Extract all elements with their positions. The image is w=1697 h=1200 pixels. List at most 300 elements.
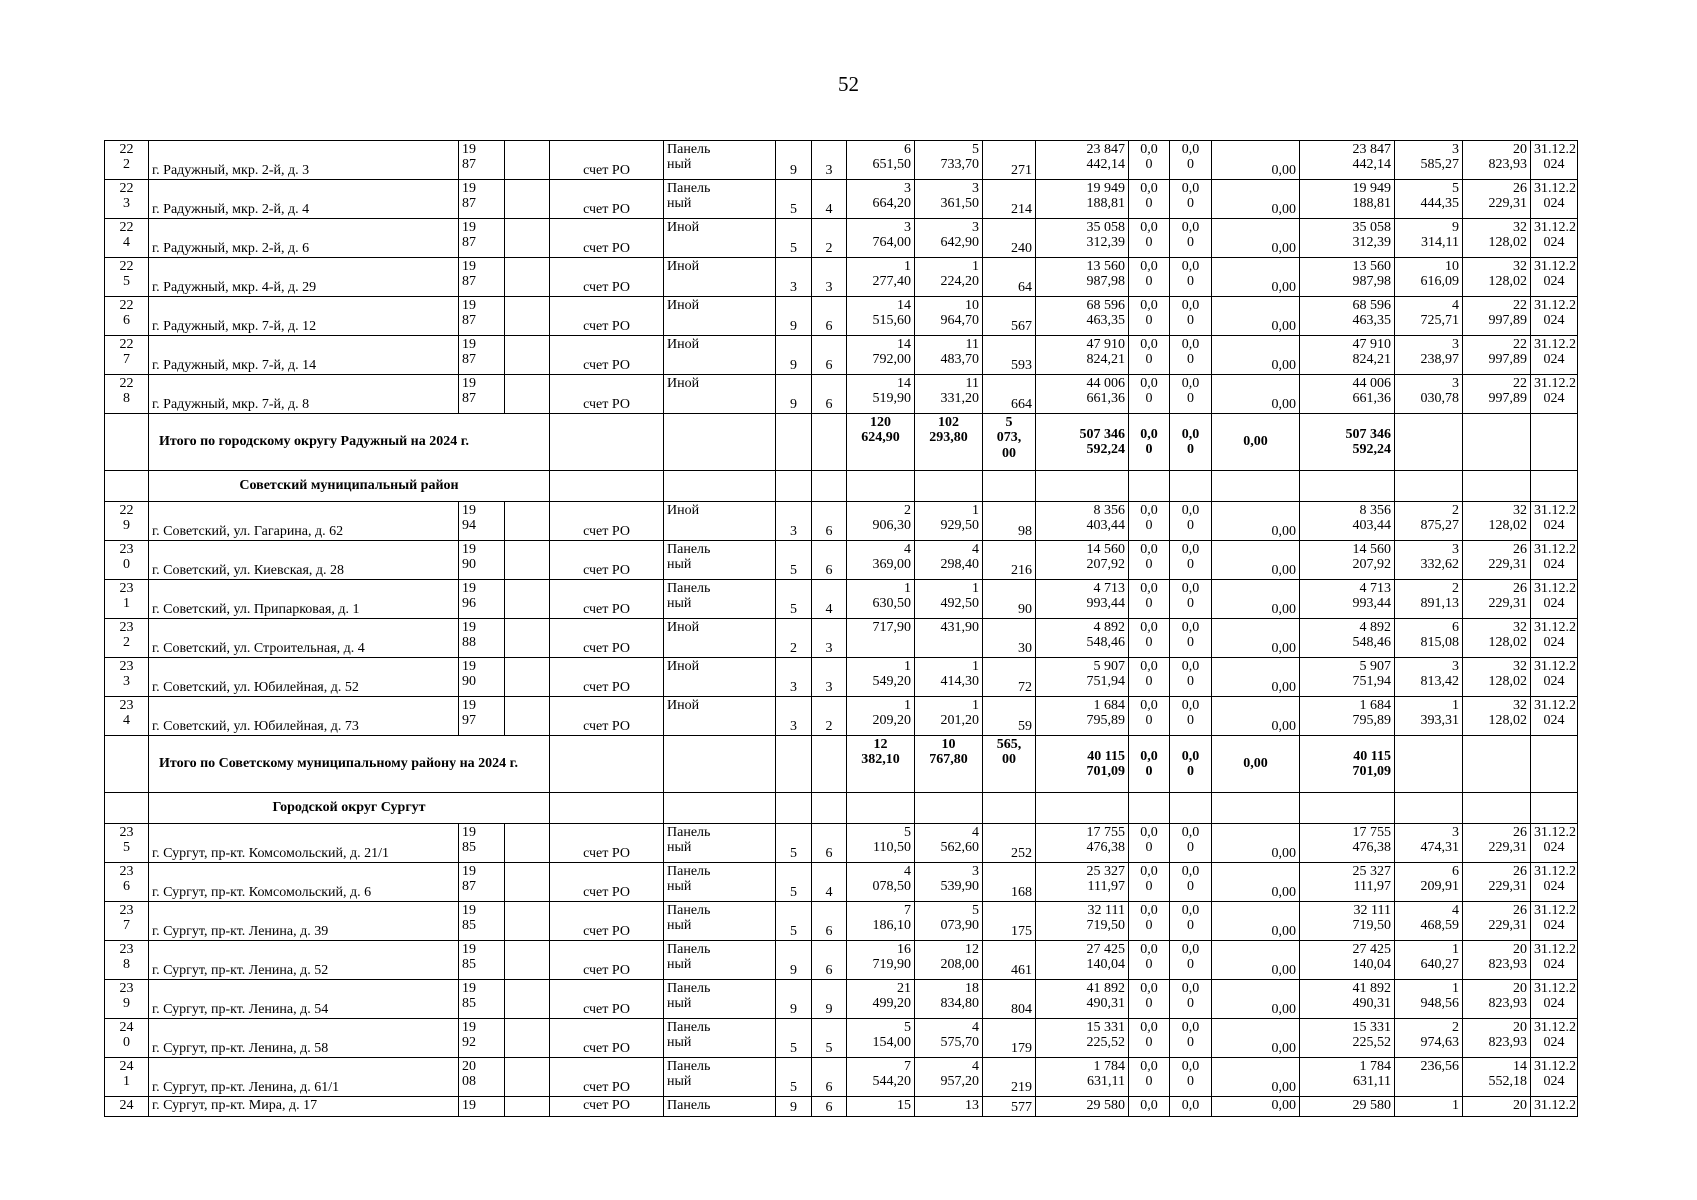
cell-year <box>459 375 505 414</box>
cell-area_total <box>847 336 915 375</box>
cell-people <box>983 180 1036 219</box>
cell-year <box>459 863 505 902</box>
cell-text-limit: 26 229,31 <box>1488 825 1527 856</box>
cell-text-fund: счет РО <box>583 523 630 539</box>
cell-text-entr: 3 <box>825 640 833 656</box>
cell-z2 <box>1170 258 1212 297</box>
cell-text-limit: 20 823,93 <box>1488 1020 1527 1051</box>
cell-num <box>105 541 149 580</box>
cell-text-wall: Панель ный <box>667 1059 711 1090</box>
cell-date <box>1531 697 1578 736</box>
cell-empty <box>1170 793 1212 824</box>
cell-area_total <box>847 219 915 258</box>
cell-text-floors: 3 <box>790 679 797 695</box>
cell-text-z3: 0,00 <box>1271 357 1296 373</box>
cell-z2 <box>1170 219 1212 258</box>
cell-unit <box>1395 1058 1463 1097</box>
cell-empty <box>1395 414 1463 471</box>
cell-empty <box>105 736 149 793</box>
cell-empty <box>1463 414 1531 471</box>
cell-text-date: 31.12.2 024 <box>1534 864 1576 895</box>
cell-cost2 <box>1300 863 1395 902</box>
table-row <box>105 180 1578 219</box>
cell-floors <box>776 1019 812 1058</box>
cell-z3 <box>1212 375 1300 414</box>
cell-text-area_res: 1 201,20 <box>940 698 979 729</box>
cell-entr <box>812 824 847 863</box>
cell-people <box>983 697 1036 736</box>
table-row <box>105 863 1578 902</box>
table-row <box>105 902 1578 941</box>
cell-z2 <box>1170 980 1212 1019</box>
cell-year <box>459 658 505 697</box>
cell-text-fund: счет РО <box>583 240 630 256</box>
cell-text-z3: 0,00 <box>1271 884 1296 900</box>
cell-empty <box>776 471 812 502</box>
cell-text-z1: 0,0 0 <box>1140 376 1158 407</box>
cell-text-entr: 4 <box>825 201 833 217</box>
cell-text-people: 214 <box>1011 201 1032 217</box>
cell-unit <box>1395 375 1463 414</box>
cell-text-num: 23 7 <box>119 903 134 934</box>
cell-fund <box>550 375 664 414</box>
cell-text-z1: 0,0 0 <box>1140 581 1158 612</box>
cell-text-floors: 9 <box>790 1099 797 1115</box>
cell-area_total <box>847 141 915 180</box>
cell-text-cost: 507 346 592,24 <box>1079 426 1125 457</box>
cell-num <box>105 824 149 863</box>
cell-unit <box>1395 141 1463 180</box>
cell-year <box>459 941 505 980</box>
cell-floors <box>776 502 812 541</box>
cell-text-entr: 6 <box>825 1099 833 1115</box>
cell-addr <box>149 502 459 541</box>
cell-z1 <box>1129 902 1170 941</box>
cell-text-entr: 2 <box>825 240 833 256</box>
cell-cost2 <box>1300 980 1395 1019</box>
cell-empty <box>505 502 550 541</box>
cell-cost <box>1036 541 1129 580</box>
cell-text-num: 22 2 <box>119 142 134 173</box>
cell-text-z3: 0,00 <box>1271 523 1296 539</box>
cell-text-year: 19 87 <box>462 337 476 368</box>
cell-empty <box>1129 471 1170 502</box>
cell-wall <box>664 1097 776 1117</box>
cell-empty <box>1129 793 1170 824</box>
cell-text-name: Итого по Советскому муниципальному району на 2024 г. <box>159 756 518 772</box>
cell-date <box>1531 619 1578 658</box>
cell-text-floors: 9 <box>790 396 797 412</box>
cell-text-z3: 0,00 <box>1271 1098 1296 1113</box>
cell-text-floors: 5 <box>790 240 797 256</box>
cell-limit <box>1463 658 1531 697</box>
cell-text-cost2: 32 111 719,50 <box>1352 903 1391 934</box>
cell-text-num: 23 9 <box>119 981 134 1012</box>
section-title <box>149 471 550 502</box>
cell-empty <box>505 980 550 1019</box>
cell-cost <box>1036 736 1129 793</box>
cell-fund <box>550 541 664 580</box>
cell-text-date: 31.12.2 024 <box>1534 376 1576 407</box>
subtotal-label <box>149 414 550 471</box>
cell-num <box>105 941 149 980</box>
cell-area_total <box>847 902 915 941</box>
cell-text-z3: 0,00 <box>1271 1079 1296 1095</box>
cell-text-people: 593 <box>1011 357 1032 373</box>
cell-text-area_total: 7 186,10 <box>872 903 911 934</box>
cell-text-cost2: 47 910 824,21 <box>1352 337 1391 368</box>
table-row <box>105 619 1578 658</box>
cell-text-area_total: 717,90 <box>872 620 911 635</box>
cell-date <box>1531 258 1578 297</box>
cell-area_total <box>847 180 915 219</box>
cell-unit <box>1395 980 1463 1019</box>
cell-empty <box>505 219 550 258</box>
cell-limit <box>1463 980 1531 1019</box>
cell-text-entr: 6 <box>825 318 833 334</box>
cell-addr <box>149 219 459 258</box>
cell-floors <box>776 902 812 941</box>
cell-text-addr: г. Сургут, пр-кт. Мира, д. 17 <box>152 1098 318 1113</box>
cell-text-z2: 0,0 0 <box>1181 220 1200 251</box>
cell-text-z1: 0,0 0 <box>1140 698 1158 729</box>
cell-entr <box>812 1058 847 1097</box>
cell-entr <box>812 1097 847 1117</box>
cell-text-year: 19 92 <box>462 1020 476 1051</box>
cell-text-unit: 6 209,91 <box>1420 864 1459 895</box>
cell-area_res <box>915 375 983 414</box>
cell-cost2 <box>1300 1019 1395 1058</box>
cell-z3 <box>1212 824 1300 863</box>
cell-num <box>105 863 149 902</box>
cell-area_res <box>915 297 983 336</box>
cell-text-people: 461 <box>1011 962 1032 978</box>
table-row <box>105 941 1578 980</box>
cell-cost2 <box>1300 941 1395 980</box>
cell-text-date: 31.12.2 024 <box>1534 337 1576 368</box>
cell-text-limit: 32 128,02 <box>1488 259 1527 290</box>
cell-text-area_total: 1 549,20 <box>872 659 911 690</box>
cell-empty <box>812 793 847 824</box>
cell-empty <box>505 902 550 941</box>
cell-text-z2: 0,0 0 <box>1181 581 1200 612</box>
cell-text-limit: 26 229,31 <box>1488 903 1527 934</box>
cell-fund <box>550 697 664 736</box>
cell-text-entr: 3 <box>825 679 833 695</box>
cell-wall <box>664 258 776 297</box>
cell-text-fund: счет РО <box>583 845 630 861</box>
cell-wall <box>664 180 776 219</box>
cell-addr <box>149 1097 459 1117</box>
cell-area_total <box>847 736 915 793</box>
subtotal-row <box>105 414 1578 471</box>
cell-floors <box>776 141 812 180</box>
cell-z2 <box>1170 824 1212 863</box>
cell-addr <box>149 619 459 658</box>
cell-text-num: 23 3 <box>119 659 134 690</box>
cell-text-year: 19 85 <box>462 825 476 856</box>
cell-people <box>983 902 1036 941</box>
cell-cost <box>1036 580 1129 619</box>
table-row <box>105 297 1578 336</box>
cell-text-z3: 0,00 <box>1271 923 1296 939</box>
cell-limit <box>1463 336 1531 375</box>
cell-entr <box>812 180 847 219</box>
cell-text-cost: 4 892 548,46 <box>1086 620 1125 651</box>
cell-text-z1: 0,0 0 <box>1140 1059 1158 1090</box>
table-row <box>105 258 1578 297</box>
cell-text-floors: 9 <box>790 1001 797 1017</box>
cell-text-unit: 2 974,63 <box>1420 1020 1459 1051</box>
cell-area_total <box>847 697 915 736</box>
cell-cost2 <box>1300 736 1395 793</box>
cell-text-floors: 2 <box>790 640 797 656</box>
cell-text-people: 5 073, 00 <box>996 415 1022 461</box>
cell-text-cost2: 19 949 188,81 <box>1352 181 1391 212</box>
cell-text-z1: 0,0 0 <box>1140 864 1158 895</box>
cell-text-num: 23 4 <box>119 698 134 729</box>
cell-empty <box>664 736 776 793</box>
cell-text-floors: 5 <box>790 562 797 578</box>
cell-empty <box>1531 736 1578 793</box>
cell-date <box>1531 1097 1578 1117</box>
cell-empty <box>847 793 915 824</box>
cell-text-floors: 5 <box>790 884 797 900</box>
cell-text-cost: 1 684 795,89 <box>1086 698 1125 729</box>
cell-date <box>1531 1019 1578 1058</box>
cell-text-wall: Иной <box>667 503 700 518</box>
cell-text-z2: 0,0 0 <box>1181 620 1200 651</box>
cell-area_res <box>915 902 983 941</box>
table-row <box>105 980 1578 1019</box>
cell-empty <box>1170 471 1212 502</box>
cell-num <box>105 902 149 941</box>
cell-area_total <box>847 863 915 902</box>
cell-text-cost2: 35 058 312,39 <box>1352 220 1391 251</box>
cell-text-z2: 0,0 0 <box>1181 659 1200 690</box>
cell-floors <box>776 1058 812 1097</box>
cell-entr <box>812 541 847 580</box>
cell-text-z2: 0,0 0 <box>1181 698 1200 729</box>
cell-addr <box>149 658 459 697</box>
cell-fund <box>550 180 664 219</box>
cell-fund <box>550 258 664 297</box>
cell-limit <box>1463 697 1531 736</box>
cell-text-cost2: 1 684 795,89 <box>1352 698 1391 729</box>
cell-text-z3: 0,00 <box>1271 240 1296 256</box>
cell-empty <box>505 141 550 180</box>
cell-text-num: 23 5 <box>119 825 134 856</box>
cell-area_total <box>847 580 915 619</box>
cell-z2 <box>1170 297 1212 336</box>
cell-empty <box>105 793 149 824</box>
cell-text-wall: Панель ный <box>667 903 711 934</box>
cell-text-limit: 32 128,02 <box>1488 620 1527 651</box>
cell-cost <box>1036 863 1129 902</box>
cell-text-area_total: 15 <box>897 1098 911 1113</box>
section-header-row <box>105 471 1578 502</box>
cell-text-year: 19 97 <box>462 698 476 729</box>
cell-text-z2: 0,0 0 <box>1181 981 1200 1012</box>
cell-empty <box>1463 471 1531 502</box>
cell-text-z3: 0,00 <box>1271 845 1296 861</box>
cell-empty <box>847 471 915 502</box>
cell-num <box>105 502 149 541</box>
cell-z3 <box>1212 541 1300 580</box>
cell-z2 <box>1170 863 1212 902</box>
cell-text-floors: 9 <box>790 318 797 334</box>
cell-text-addr: г. Радужный, мкр. 2-й, д. 6 <box>152 240 310 256</box>
cell-cost2 <box>1300 1058 1395 1097</box>
cell-text-cost: 29 580 <box>1086 1098 1125 1113</box>
cell-text-addr: г. Радужный, мкр. 2-й, д. 3 <box>152 162 310 178</box>
cell-text-entr: 9 <box>825 1001 833 1017</box>
cell-text-people: 64 <box>1018 279 1032 295</box>
cell-text-year: 20 08 <box>462 1059 476 1090</box>
cell-empty <box>505 297 550 336</box>
cell-text-z3: 0,00 <box>1243 756 1268 772</box>
cell-text-date: 31.12.2 024 <box>1534 298 1576 329</box>
cell-cost2 <box>1300 375 1395 414</box>
cell-text-area_res: 1 492,50 <box>940 581 979 612</box>
cell-empty <box>505 658 550 697</box>
cell-text-z2: 0,0 0 <box>1181 903 1200 934</box>
cell-text-cost2: 44 006 661,36 <box>1352 376 1391 407</box>
cell-text-entr: 6 <box>825 523 833 539</box>
cell-text-year: 19 87 <box>462 376 476 407</box>
cell-text-unit: 1 393,31 <box>1420 698 1459 729</box>
cell-text-z3: 0,00 <box>1271 1040 1296 1056</box>
cell-people <box>983 658 1036 697</box>
cell-entr <box>812 902 847 941</box>
cell-year <box>459 180 505 219</box>
cell-area_res <box>915 502 983 541</box>
cell-empty <box>505 1058 550 1097</box>
cell-text-area_total: 3 764,00 <box>872 220 911 251</box>
cell-year <box>459 824 505 863</box>
cell-text-num: 22 9 <box>119 503 134 534</box>
cell-z2 <box>1170 619 1212 658</box>
cell-text-cost2: 68 596 463,35 <box>1352 298 1391 329</box>
cell-z1 <box>1129 1058 1170 1097</box>
cell-text-year: 19 87 <box>462 220 476 251</box>
cell-z3 <box>1212 580 1300 619</box>
cell-cost <box>1036 375 1129 414</box>
cell-floors <box>776 375 812 414</box>
cell-fund <box>550 902 664 941</box>
cell-wall <box>664 297 776 336</box>
cell-cost2 <box>1300 619 1395 658</box>
cell-fund <box>550 980 664 1019</box>
cell-z1 <box>1129 619 1170 658</box>
cell-cost <box>1036 180 1129 219</box>
cell-date <box>1531 502 1578 541</box>
cell-unit <box>1395 658 1463 697</box>
cell-text-area_res: 12 208,00 <box>940 942 979 973</box>
table-row <box>105 141 1578 180</box>
cell-addr <box>149 541 459 580</box>
cell-text-z2: 0,0 <box>1181 1098 1200 1113</box>
cell-empty <box>1212 471 1300 502</box>
cell-area_res <box>915 658 983 697</box>
cell-date <box>1531 375 1578 414</box>
cell-year <box>459 1019 505 1058</box>
cell-unit <box>1395 824 1463 863</box>
cell-text-z1: 0,0 0 <box>1140 825 1158 856</box>
cell-text-area_total: 2 906,30 <box>872 503 911 534</box>
table-body <box>105 141 1578 1117</box>
cell-text-limit: 20 823,93 <box>1488 981 1527 1012</box>
cell-empty <box>664 471 776 502</box>
cell-text-limit: 32 128,02 <box>1488 220 1527 251</box>
cell-year <box>459 141 505 180</box>
cell-text-cost: 41 892 490,31 <box>1086 981 1125 1012</box>
cell-cost <box>1036 414 1129 471</box>
cell-text-year: 19 85 <box>462 942 476 973</box>
cell-text-limit: 32 128,02 <box>1488 659 1527 690</box>
cell-text-area_total: 7 544,20 <box>872 1059 911 1090</box>
cell-addr <box>149 336 459 375</box>
cell-text-people: 175 <box>1011 923 1032 939</box>
cell-floors <box>776 1097 812 1117</box>
cell-text-entr: 6 <box>825 962 833 978</box>
cell-empty <box>505 258 550 297</box>
cell-text-num: 23 6 <box>119 864 134 895</box>
cell-limit <box>1463 902 1531 941</box>
cell-text-limit: 32 128,02 <box>1488 698 1527 729</box>
cell-z2 <box>1170 1097 1212 1117</box>
cell-text-cost2: 40 115 701,09 <box>1352 748 1391 779</box>
cell-text-entr: 6 <box>825 1079 833 1095</box>
cell-text-cost: 27 425 140,04 <box>1086 942 1125 973</box>
cell-text-date: 31.12.2 024 <box>1534 903 1576 934</box>
cell-z3 <box>1212 941 1300 980</box>
cell-addr <box>149 141 459 180</box>
cell-text-area_res: 1 224,20 <box>940 259 979 290</box>
cell-fund <box>550 141 664 180</box>
cell-cost <box>1036 824 1129 863</box>
cell-text-unit: 3 813,42 <box>1420 659 1459 690</box>
cell-floors <box>776 619 812 658</box>
cell-text-z2: 0,0 0 <box>1181 825 1200 856</box>
cell-text-cost2: 41 892 490,31 <box>1352 981 1391 1012</box>
cell-text-z2: 0,0 0 <box>1181 748 1200 779</box>
cell-text-addr: г. Советский, ул. Киевская, д. 28 <box>152 562 345 578</box>
cell-text-unit: 6 815,08 <box>1420 620 1459 651</box>
cell-empty <box>1300 793 1395 824</box>
cell-text-people: 90 <box>1018 601 1032 617</box>
cell-empty <box>1463 736 1531 793</box>
cell-date <box>1531 941 1578 980</box>
cell-text-floors: 9 <box>790 162 797 178</box>
cell-z1 <box>1129 180 1170 219</box>
cell-cost <box>1036 902 1129 941</box>
cell-people <box>983 414 1036 471</box>
cell-z1 <box>1129 258 1170 297</box>
cell-text-entr: 4 <box>825 884 833 900</box>
cell-text-floors: 5 <box>790 845 797 861</box>
cell-text-floors: 9 <box>790 357 797 373</box>
cell-area_total <box>847 297 915 336</box>
cell-z2 <box>1170 1019 1212 1058</box>
cell-fund <box>550 1058 664 1097</box>
cell-empty <box>812 414 847 471</box>
cell-text-z1: 0,0 0 <box>1140 259 1158 290</box>
table-row <box>105 1058 1578 1097</box>
cell-text-year: 19 87 <box>462 142 476 173</box>
cell-text-people: 240 <box>1011 240 1032 256</box>
cell-empty <box>505 1097 550 1117</box>
